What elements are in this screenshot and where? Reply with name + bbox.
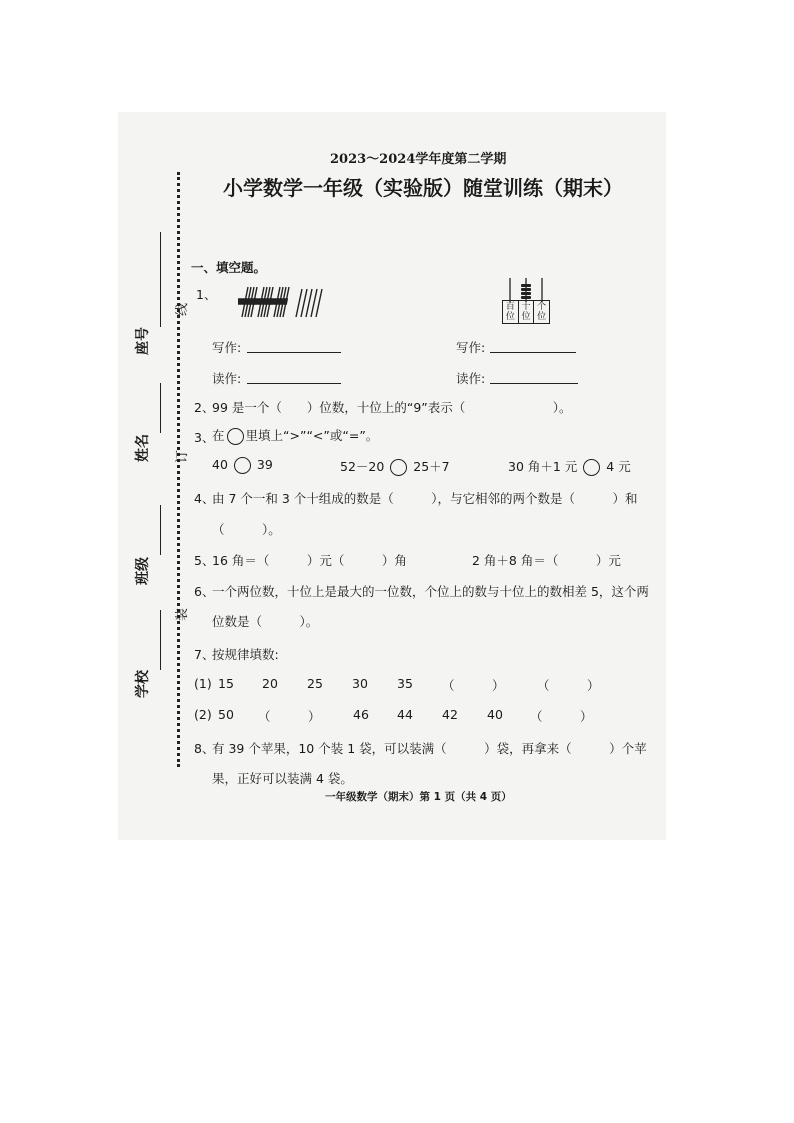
term-header: 2023～2024学年度第二学期: [330, 152, 507, 167]
q1-write-blank-left[interactable]: [247, 352, 341, 353]
q7-text: 按规律填数:: [212, 647, 279, 662]
seq1-term: 25: [307, 676, 323, 691]
compare-left: 30 角＋1 元: [508, 459, 578, 474]
name-label: 姓名: [135, 434, 151, 462]
q6-line2: 位数是（ ）。: [212, 614, 319, 629]
q3-number: 3、: [194, 430, 215, 445]
compare-right: 39: [256, 457, 273, 472]
compare-left: 40: [212, 457, 228, 472]
q5-number: 5、: [194, 553, 215, 568]
school-label: 学校: [135, 670, 151, 698]
seq2-term: 46: [353, 707, 369, 722]
compare-right: 25＋7: [413, 459, 450, 474]
school-blank[interactable]: [160, 610, 161, 670]
seq1-term: 35: [397, 676, 413, 691]
compare-left: 52－20: [340, 459, 385, 474]
compare-circle-blank[interactable]: [234, 457, 251, 474]
seq2-label: (2): [194, 707, 212, 722]
paper-sheet: [118, 112, 666, 840]
q2-number: 2、: [194, 400, 215, 415]
q8-line2: 果，正好可以装满 4 袋。: [212, 771, 353, 786]
q1-read-blank-right[interactable]: [490, 383, 578, 384]
name-blank[interactable]: [160, 383, 161, 433]
abacus-place-ones: 个位: [537, 302, 547, 322]
seq2-blank[interactable]: （ ）: [530, 709, 593, 724]
binding-mark-xian: 线: [175, 302, 191, 317]
abacus: [502, 278, 550, 326]
seq1-blank[interactable]: （ ）: [442, 678, 505, 693]
class-label: 班级: [135, 557, 151, 585]
compare-right: 4 元: [606, 459, 631, 474]
q6-number: 6、: [194, 584, 215, 599]
q8-line1: 有 39 个苹果，10 个装 1 袋，可以装满（ ）袋，再拿来（ ）个苹: [212, 741, 647, 756]
compare-circle-icon: [227, 428, 244, 445]
q8-number: 8、: [194, 741, 215, 756]
compare-item-3: [508, 457, 631, 476]
seq2-term: 50: [218, 707, 234, 722]
page-footer: 一年级数学（期末）第 1 页（共 4 页）: [325, 791, 512, 803]
seq1-term: 15: [218, 676, 234, 691]
seq2-term: 40: [487, 707, 503, 722]
section-heading-fill-blank: 一、填空题。: [191, 260, 267, 275]
seq1-blank[interactable]: （ ）: [537, 678, 600, 693]
seq2-blank[interactable]: （ ）: [258, 709, 321, 724]
q5-part1: 16 角＝（ ）元（ ）角: [212, 553, 407, 568]
seq1-label: (1): [194, 676, 212, 691]
q2-text: 99 是一个（ ）位数，十位上的“9”表示（ ）。: [212, 400, 572, 415]
q4-line1: 由 7 个一和 3 个十组成的数是（ ），与它相邻的两个数是（ ）和: [212, 491, 638, 506]
q1-read-label-right: 读作:: [456, 371, 486, 386]
binding-dotted-line: [177, 172, 180, 767]
q4-line2: （ ）。: [212, 522, 281, 537]
q1-write-label-right: 写作:: [456, 340, 486, 355]
seq1-term: 20: [262, 676, 278, 691]
q7-number: 7、: [194, 647, 215, 662]
class-blank[interactable]: [160, 505, 161, 555]
q3-prefix: 在: [212, 428, 225, 443]
counting-sticks-illustration: [238, 285, 328, 321]
q1-number: 1、: [196, 287, 217, 302]
binding-mark-ding: 订: [175, 449, 191, 464]
page-title: 小学数学一年级（实验版）随堂训练（期末）: [223, 176, 623, 200]
abacus-place-hundreds: 百位: [503, 301, 519, 323]
q1-write-blank-right[interactable]: [490, 352, 576, 353]
q5-part2: 2 角＋8 角＝（ ）元: [472, 553, 621, 568]
single-sticks: [296, 289, 322, 317]
abacus-place-tens: 十位: [519, 301, 535, 323]
q1-write-label-left: 写作:: [212, 340, 242, 355]
q3-instruction: [212, 426, 378, 445]
q3-suffix: 里填上“>”“<”或“=”。: [245, 428, 379, 443]
seq2-term: 42: [442, 707, 458, 722]
compare-circle-blank[interactable]: [583, 459, 600, 476]
seat-number-label: 座号: [135, 327, 151, 355]
q1-read-blank-left[interactable]: [247, 383, 341, 384]
seat-number-blank[interactable]: [160, 232, 161, 327]
compare-item-2: [340, 457, 450, 476]
seq1-term: 30: [352, 676, 368, 691]
binding-mark-zhuang: 装: [175, 607, 191, 622]
q6-line1: 一个两位数，十位上是最大的一位数，个位上的数与十位上的数相差 5，这个两: [212, 584, 649, 599]
q4-number: 4、: [194, 491, 215, 506]
compare-circle-blank[interactable]: [390, 459, 407, 476]
seq2-term: 44: [397, 707, 413, 722]
compare-item-1: [212, 457, 273, 474]
q1-read-label-left: 读作:: [212, 371, 242, 386]
